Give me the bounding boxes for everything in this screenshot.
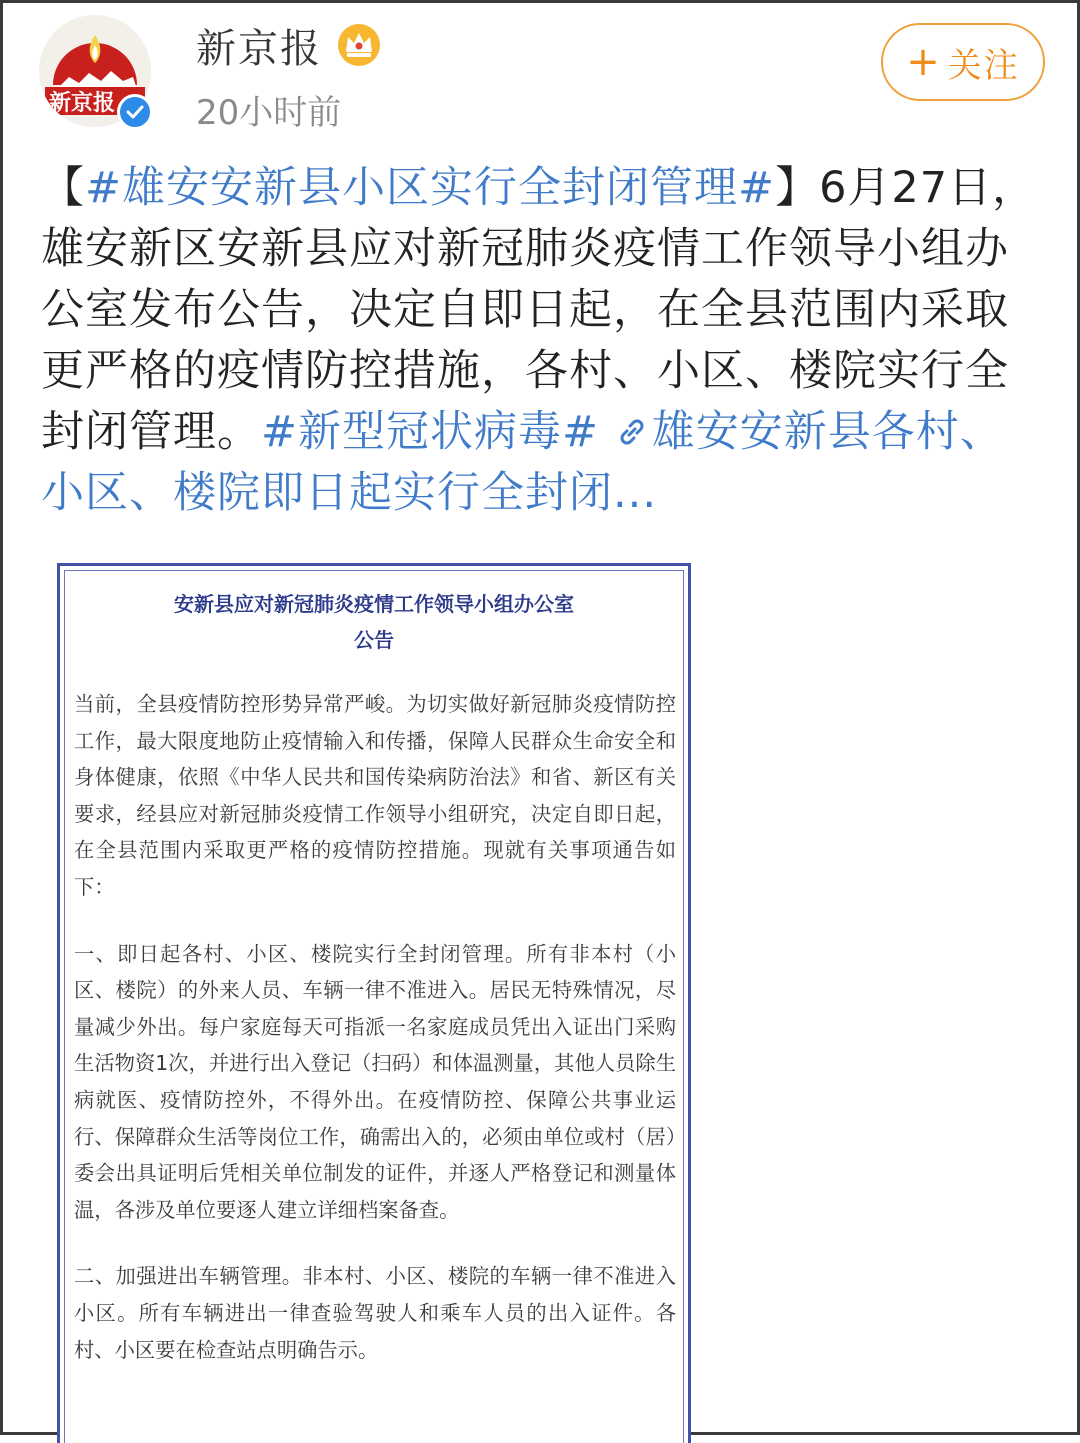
document-title: 安新县应对新冠肺炎疫情工作领导小组办公室 — [174, 592, 574, 616]
document-paragraph: 二、加强进出车辆管理。非本村、小区、楼院的车辆一律不准进入小区。所有车辆进出一律查验驾驶人和乘车人员的出入证件。各村、小区要在检查站点明确告示。 — [74, 1264, 676, 1362]
article-link-text: 雄安安新县各村、小区、楼院即日起实行全封闭... — [41, 407, 1004, 518]
document-paragraph: 一、即日起各村、小区、楼院实行全封闭管理。所有非本村（小区、楼院）的外来人员、车辆一律不准进入。居民无特殊情况，尽量减少外出。每户家庭每天可指派一名家庭成员凭出入证出门采购生活物资1次，并进行出入登记（扫码）和体温测量，其他人员除生病就医、疫情防控外，不得外出。在疫情防控、保障公共事业运行、保障群众生活等岗位工作，确需出入的，必须由单位或村（居）委会出具证明后凭相关单位制发的证件，并逐人严格登记和测量体温，各涉及单位要逐人建立详细档案备查。 — [74, 941, 676, 1222]
document-paragraph: 当前，全县疫情防控形势异常严峻。为切实做好新冠肺炎疫情防控工作，最大限度地防止疫情输入和传播，保障人民群众生命安全和身体健康，依照《中华人民共和国传染病防治法》和省、新区有关要求，经县应对新冠肺炎疫情工作领导小组研究，决定自即日起，在全县范围内采取更严格的疫情防控措施。现就有关事项通告如下： — [74, 692, 676, 899]
verified-badge-icon — [117, 94, 153, 130]
document-subtitle: 公告 — [354, 628, 394, 652]
account-name-row — [196, 17, 382, 73]
notice-document-image[interactable] — [57, 563, 691, 1443]
bracket-close: 】 — [775, 163, 820, 213]
post-time: 20小时前 — [196, 93, 342, 133]
follow-button[interactable] — [881, 23, 1045, 101]
plus-icon: + — [906, 39, 942, 85]
follow-label: 关注 — [947, 45, 1020, 86]
account-name[interactable]: 新京报 — [196, 25, 322, 72]
topic-tag-link[interactable]: #雄安安新县小区实行全封闭管理# — [85, 163, 776, 213]
document-body — [74, 686, 676, 1398]
post-header — [3, 3, 1077, 143]
hashtag-link[interactable]: #新型冠状病毒# — [261, 407, 600, 457]
avatar-logo-text: 新京报 — [49, 90, 116, 116]
bracket-open: 【 — [41, 163, 85, 213]
vip-crown-icon — [336, 22, 382, 68]
post-text — [41, 158, 1041, 524]
link-icon — [614, 414, 650, 450]
post-body: 6月27日，雄安新区安新县应对新冠肺炎疫情工作领导小组办公室发布公告，决定自即日起，在全县范围内采取更严格的疫情防控措施，各村、小区、楼院实行全封闭管理。 — [41, 163, 1037, 457]
